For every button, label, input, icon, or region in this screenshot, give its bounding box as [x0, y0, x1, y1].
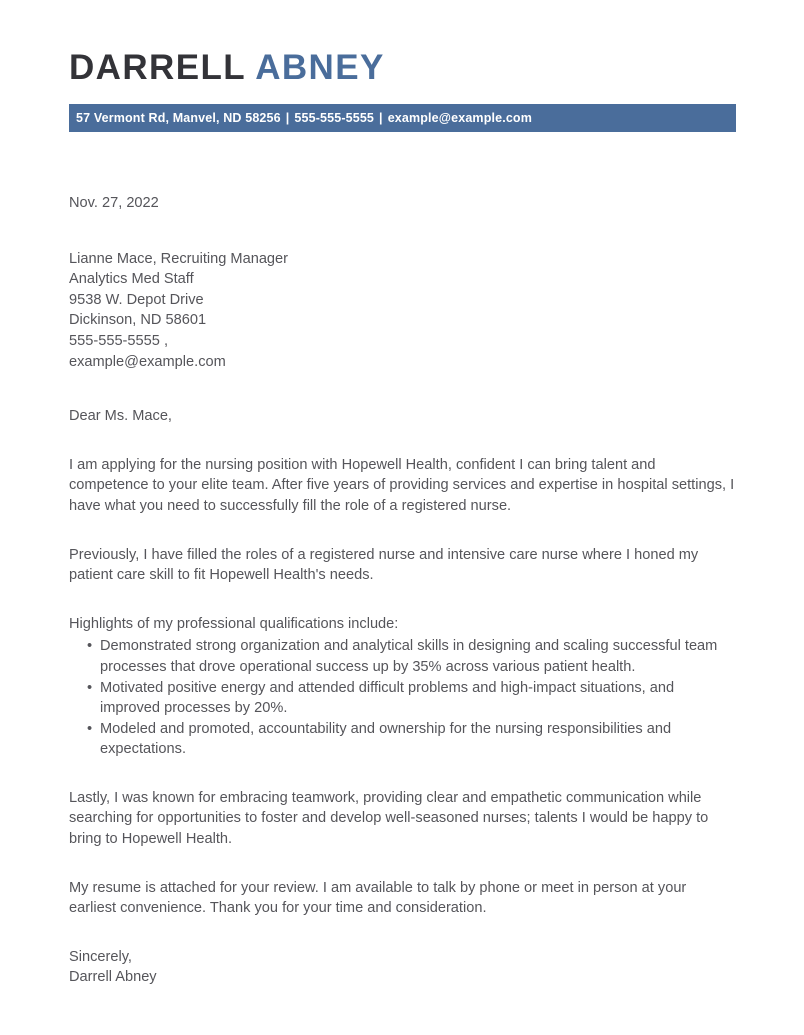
contact-separator-1: |: [285, 111, 290, 125]
highlights-list: [69, 636, 735, 760]
recipient-line: Dickinson, ND 58601: [69, 312, 207, 329]
recipient-line: Lianne Mace, Recruiting Manager: [69, 250, 289, 267]
contact-separator-2: |: [379, 111, 383, 125]
applicant-last-name: ABNEY: [255, 48, 385, 87]
contact-bar: [69, 104, 736, 132]
list-item: • Motivated positive energy and attended difficult problems and high-impact situations, and improved processes by 20%.: [69, 678, 735, 719]
recipient-line: Analytics Med Staff: [69, 271, 194, 288]
contact-email: example@example.com: [387, 111, 532, 125]
applicant-first-name: DARRELL: [69, 48, 246, 87]
recipient-address-block: [69, 249, 735, 373]
closing-block: [69, 947, 735, 988]
letterhead: [0, 0, 804, 132]
letter-body: [0, 193, 804, 988]
closing-salutation: Sincerely,: [69, 948, 132, 965]
signature-name: Darrell Abney: [69, 969, 157, 986]
list-item: • Demonstrated strong organization and analytical skills in designing and scaling successful team processes that drove operational success up by 35% across various patient health.: [69, 636, 735, 677]
recipient-line: 9538 W. Depot Drive: [69, 291, 204, 308]
highlights-intro: Highlights of my professional qualifications include:: [69, 615, 399, 632]
name-space: [245, 48, 255, 87]
contact-phone: 555-555-5555: [294, 111, 375, 125]
salutation: Dear Ms. Mace,: [69, 408, 172, 425]
recipient-line: example@example.com: [69, 353, 226, 370]
body-paragraph-4: My resume is attached for your review. I am available to talk by phone or meet in person at your earliest convenience. Thank you for your time and consideration.: [69, 879, 687, 917]
list-item: • Modeled and promoted, accountability and ownership for the nursing responsibilities and expectations.: [69, 719, 735, 760]
body-paragraph-1: I am applying for the nursing position with Hopewell Health, confident I can bring talent and competence to your elite team. After five years of providing services and expertise in hospital settings, I have what you need to successfully fill the role of a registered nurse.: [69, 456, 735, 514]
letter-date: Nov. 27, 2022: [69, 195, 159, 211]
applicant-name: [69, 46, 735, 90]
body-paragraph-3: Lastly, I was known for embracing teamwork, providing clear and empathetic communication while searching for opportunities to foster and develop well-seasoned nurses; talents I would be happy to bring to Hopewell Health.: [69, 789, 709, 848]
recipient-line: 555-555-5555 ,: [69, 332, 168, 349]
body-paragraph-2: Previously, I have filled the roles of a registered nurse and intensive care nurse where I honed my patient care skill to fit Hopewell Health's needs.: [69, 546, 699, 584]
contact-address: 57 Vermont Rd, Manvel, ND 58256: [76, 111, 281, 125]
